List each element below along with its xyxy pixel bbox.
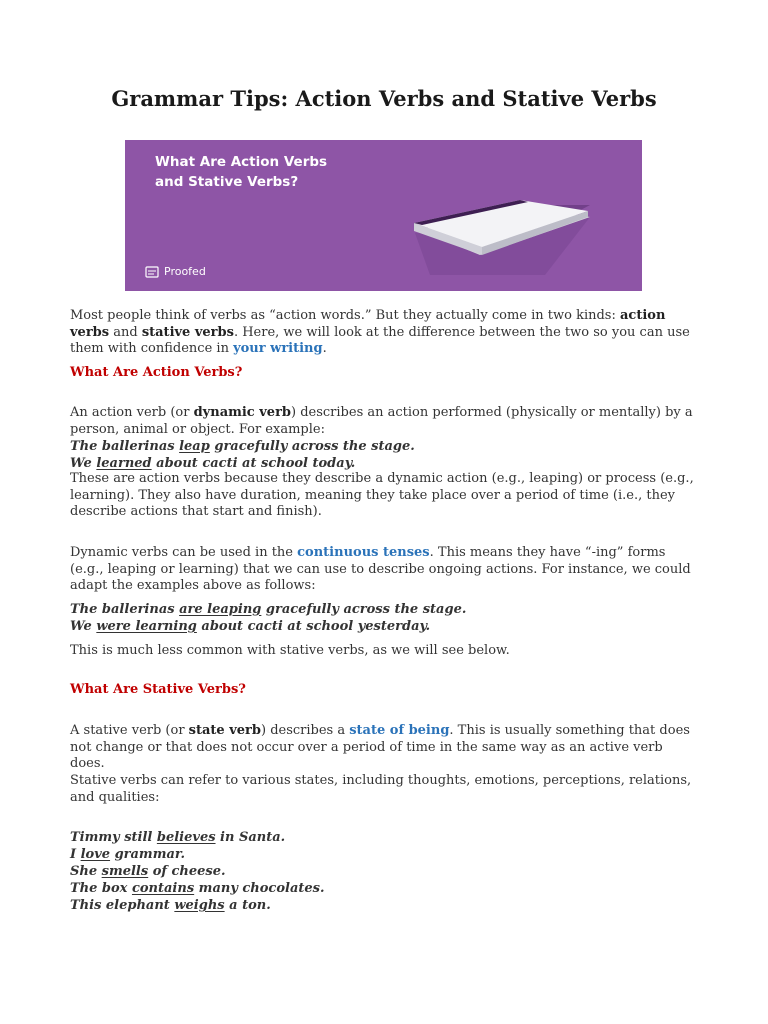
banner-heading xyxy=(155,152,327,192)
example-verb: contains xyxy=(131,881,195,896)
proofed-logo-text: Proofed xyxy=(164,265,206,278)
continuous-text-2: . This means they have “-ing” forms (e.g., leaping or learning) that we can use to describe ongoing actions. For instance, we could adapt the examples above as follows: xyxy=(70,545,691,593)
stative-def-text-2: ) describes a xyxy=(260,723,350,738)
example-verb: smells xyxy=(101,864,149,879)
state-of-being-link[interactable]: state of being xyxy=(349,723,450,738)
action-def-text-2: ) describes an action performed (physically or mentally) by a person, animal or object. For example: xyxy=(70,405,693,437)
proofed-logo-icon xyxy=(145,266,159,278)
continuous-tenses-paragraph xyxy=(70,545,700,595)
action-verbs-heading: What Are Action Verbs? xyxy=(70,365,243,380)
stative-examples xyxy=(70,829,700,914)
example-sentence: The box contains many chocolates. xyxy=(70,881,325,896)
state-verb-bold: state verb xyxy=(188,723,261,738)
stative-categories-text: Stative verbs can refer to various states, including thoughts, emotions, perceptions, relations, and qualities: xyxy=(70,773,692,805)
notepad-and-pen-icon xyxy=(370,195,630,291)
banner-image xyxy=(125,140,642,291)
action-verbs-definition xyxy=(70,405,700,438)
proofed-logo xyxy=(145,265,206,278)
stative-def-text-3: . This is usually something that does not change or that does not occur over a period of time in the same way as an active verb does. xyxy=(70,723,690,771)
continuous-tenses-link[interactable]: continuous tenses xyxy=(297,545,430,560)
intro-text-3: . Here, we will look at the difference between the two so you can use them with confidence in xyxy=(70,324,690,356)
action-examples-2 xyxy=(70,601,700,635)
dynamic-verb-bold: dynamic verb xyxy=(193,405,292,420)
example-sentence: I love grammar. xyxy=(70,847,186,862)
your-writing-link[interactable]: your writing xyxy=(233,341,323,356)
stative-verbs-heading: What Are Stative Verbs? xyxy=(70,682,246,697)
intro-text-2: and xyxy=(109,324,142,340)
stative-less-common-note xyxy=(70,643,700,660)
less-common-text: This is much less common with stative verbs, as we will see below. xyxy=(70,643,510,658)
action-verbs-explanation xyxy=(70,471,700,521)
example-sentence: The ballerinas leap gracefully across the stage. xyxy=(70,439,415,454)
example-sentence: She smells of cheese. xyxy=(70,864,226,879)
banner-heading-line-2: and Stative Verbs? xyxy=(155,174,299,190)
intro-bold-stative-verbs: stative verbs xyxy=(141,324,234,340)
example-verb: love xyxy=(80,847,111,862)
example-sentence: This elephant weighs a ton. xyxy=(70,898,271,913)
example-verb: believes xyxy=(156,830,216,845)
action-def-text-1: An action verb (or xyxy=(70,405,194,420)
page-title: Grammar Tips: Action Verbs and Stative Verbs xyxy=(111,86,657,111)
example-sentence: The ballerinas are leaping gracefully across the stage. xyxy=(70,602,467,617)
intro-bold-action-verbs: action verbs xyxy=(70,308,666,340)
example-verb: leap xyxy=(179,439,210,454)
notepad-illustration xyxy=(370,195,630,291)
banner-heading-line-1: What Are Action Verbs xyxy=(155,154,328,170)
action-explanation-text: These are action verbs because they describe a dynamic action (e.g., leaping) or process (e.g., learning). They also have duration, meaning they take place over a period of time (i.e., they describe actions that start and finish). xyxy=(70,471,694,519)
stative-verbs-definition xyxy=(70,723,700,773)
example-verb: learned xyxy=(96,456,152,471)
intro-text-1: Most people think of verbs as “action words.” But they actually come in two kinds: xyxy=(70,308,620,323)
example-verb: were learning xyxy=(96,619,197,634)
example-sentence: We learned about cacti at school today. xyxy=(70,456,356,471)
stative-def-text-1: A stative verb (or xyxy=(70,723,189,738)
example-verb: are leaping xyxy=(179,602,262,617)
intro-paragraph xyxy=(70,308,700,358)
example-verb: weighs xyxy=(174,898,225,913)
example-sentence: We were learning about cacti at school yesterday. xyxy=(70,619,431,634)
continuous-text-1: Dynamic verbs can be used in the xyxy=(70,545,298,560)
action-examples-1 xyxy=(70,438,700,472)
intro-text-4: . xyxy=(322,341,327,356)
stative-verbs-categories xyxy=(70,773,700,806)
example-sentence: Timmy still believes in Santa. xyxy=(70,830,286,845)
